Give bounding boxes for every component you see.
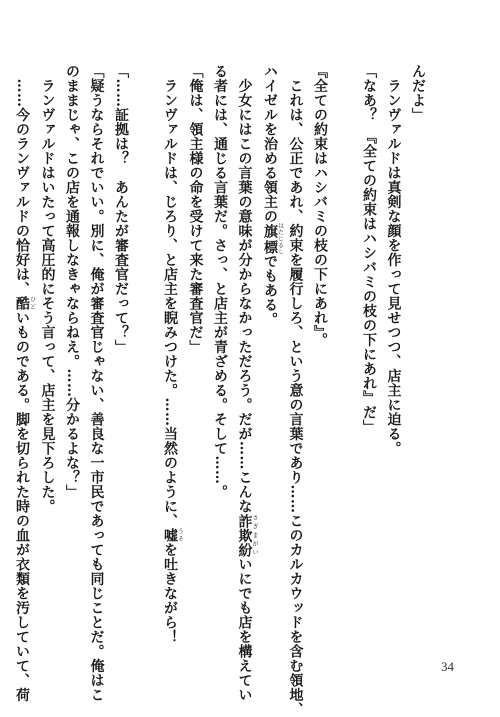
text-line: る者には、通じる言葉だ。さっ、と店主が青ざめる。そして……。 bbox=[212, 64, 228, 499]
furigana: 酷ひど bbox=[14, 296, 36, 311]
text-line: ランヴァルドはいたって高圧的にそう言って、店主を見下ろした。 bbox=[39, 64, 56, 514]
blank-line bbox=[332, 64, 357, 654]
furigana: 旗標はたじるし bbox=[262, 222, 284, 256]
page-number: 34 bbox=[441, 659, 454, 674]
furigana: 嘘うそ bbox=[162, 528, 184, 543]
text-line: 「……証拠は？ あんたが審査官だって？」 bbox=[113, 64, 129, 354]
text-line: ランヴァルドは真剣な顔を作って見せつつ、店主に迫る。 bbox=[385, 64, 402, 456]
text-line: のままじゃ、この店を通報しなきゃならねえ。……分かるよな？」 bbox=[64, 64, 80, 499]
text-line: 「俺は、領主様の命を受けて来た審査官だ」 bbox=[187, 64, 204, 354]
text-line: 「疑うならそれでいい。別に、俺が審査官じゃない、善良な一市民であっても同じことだ。俺はこ bbox=[88, 64, 105, 702]
furigana: 詐欺紛さぎまがい bbox=[236, 513, 258, 557]
text-line: ハイゼルを治める領主の旗標はたじるしでもある。 bbox=[262, 64, 284, 327]
text-line: 『全ての約束はハシバミの枝の下にあれ』。 bbox=[312, 64, 328, 347]
text-line: 少女にはこの言葉の意味が分からなかっただろう。だが……こんな詐欺紛さぎまがいいにでも店を構えてい bbox=[236, 64, 258, 702]
blank-line bbox=[133, 64, 158, 654]
text-line: ……今のランヴァルドの恰好は、酷ひどいものである。脚を切られた時の血が衣類を汚していて、荷 bbox=[14, 64, 36, 702]
text-line: 「なあ？ 『全ての約束はハシバミの枝の下にあれ』だ」 bbox=[361, 64, 377, 434]
text-line: んだよ」 bbox=[410, 64, 426, 122]
text-line: ランヴァルドは、じろり、と店主を睨みつけた。……当然のように、嘘うそを吐きながら！ bbox=[162, 64, 184, 644]
text-line: これは、公正であれ、約束を履行しろ、という意の言葉であり……このカルカウッドを含む領地、 bbox=[287, 64, 304, 717]
vertical-text-body bbox=[10, 64, 431, 717]
